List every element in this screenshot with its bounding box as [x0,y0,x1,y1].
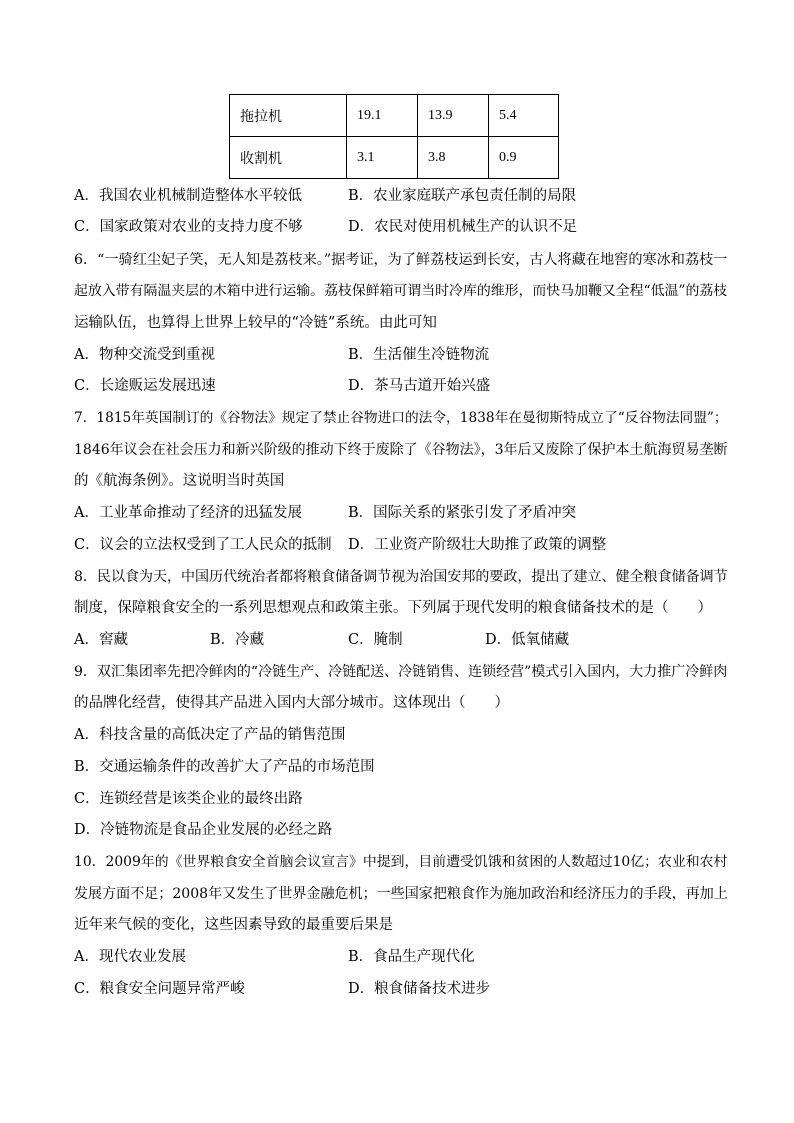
q6-option-a[interactable]: A．物种交流受到重视 [74,347,215,363]
q6-option-b[interactable]: B．生活催生冷链物流 [348,347,490,363]
q6-stem-line: 起放入带有隔温夹层的木箱中进行运输。荔枝保鲜箱可谓当时冷库的维形，而快马加鞭又全程“低温”的荔枝 [74,283,728,299]
q8-option-c[interactable]: C．腌制 [348,632,403,648]
q8-option-b[interactable]: B．冷藏 [210,632,265,648]
q7-option-c[interactable]: C．议会的立法权受到了工人民众的抵制 [74,537,332,553]
data-table [229,94,559,179]
q10-option-c[interactable]: C．粮食安全问题异常严峻 [74,981,245,997]
q6-option-c[interactable]: C．长途贩运发展迅速 [74,378,216,394]
table-cell: 0.9 [489,137,559,179]
table-cell: 5.4 [489,95,559,137]
q7-stem-line: 的《航海条例》。这说明当时英国 [74,473,285,489]
q8-stem-line: 8．民以食为天，中国历代统治者都将粮食储备调节视为治国安邦的要政，提出了建立、健全粮食储备调节 [74,569,728,585]
q7-option-b[interactable]: B．国际关系的紧张引发了矛盾冲突 [348,505,577,521]
q9-stem-line: 的品牌化经营，使得其产品进入国内大部分城市。这体现出（ ） [74,695,509,711]
q6-stem-line: 运输队伍，也算得上世界上较早的“冷链”系统。由此可知 [74,315,437,331]
q10-stem-line: 发展方面不足；2008年又发生了世界金融危机；一些国家把粮食作为施加政治和经济压力的手段，再加上 [74,886,728,902]
q5-option-a[interactable]: A．我国农业机械制造整体水平较低 [74,188,302,204]
table-row [230,95,559,137]
q10-option-d[interactable]: D．粮食储备技术进步 [348,981,491,997]
table-cell: 19.1 [347,95,418,137]
q7-option-a[interactable]: A．工业革命推动了经济的迅猛发展 [74,505,302,521]
q9-stem-line: 9．双汇集团率先把冷鲜肉的“冷链生产、冷链配送、冷链销售、连锁经营”模式引入国内，大力推广冷鲜肉 [74,664,728,680]
q8-option-a[interactable]: A．窖藏 [74,632,128,648]
q7-stem-line: 7．1815年英国制订的《谷物法》规定了禁止谷物进口的法令，1838年在曼彻斯特成立了“反谷物法同盟”； [74,410,728,426]
table-cell: 收割机 [230,137,347,179]
q7-stem-line: 1846年议会在社会压力和新兴阶级的推动下终于废除了《谷物法》，3年后又废除了保护本土航海贸易垄断 [74,442,728,458]
q6-stem-line: 6．“一骑红尘妃子笑，无人知是荔枝来。”据考证，为了鲜荔枝运到长安，古人将藏在地窖的寒冰和荔枝一 [74,252,728,268]
q6-option-d[interactable]: D．茶马古道开始兴盛 [348,378,491,394]
table-cell: 拖拉机 [230,95,347,137]
q10-stem-line: 10．2009年的《世界粮食安全首脑会议宣言》中提到，目前遭受饥饿和贫困的人数超过10亿；农业和农村 [74,854,728,870]
q8-stem-line: 制度，保障粮食安全的一系列思想观点和政策主张。下列属于现代发明的粮食储备技术的是（ ） [74,600,712,616]
q10-option-b[interactable]: B．食品生产现代化 [348,949,475,965]
q5-option-b[interactable]: B．农业家庭联产承包责任制的局限 [348,188,577,204]
table-cell: 3.1 [347,137,418,179]
q9-option-a[interactable]: A．科技含量的高低决定了产品的销售范围 [74,727,346,743]
table-cell: 3.8 [418,137,489,179]
q8-option-d[interactable]: D．低氧储藏 [485,632,570,648]
q5-option-d[interactable]: D．农民对使用机械生产的认识不足 [348,219,578,235]
table-row [230,137,559,179]
q9-option-d[interactable]: D．冷链物流是食品企业发展的必经之路 [74,822,333,838]
table-cell: 13.9 [418,95,489,137]
q10-option-a[interactable]: A．现代农业发展 [74,949,186,965]
q5-option-c[interactable]: C．国家政策对农业的支持力度不够 [74,219,303,235]
q9-option-c[interactable]: C．连锁经营是该类企业的最终出路 [74,791,303,807]
q10-stem-line: 近年来气候的变化，这些因素导致的最重要后果是 [74,917,393,933]
q7-option-d[interactable]: D．工业资产阶级壮大助推了政策的调整 [348,537,607,553]
q9-option-b[interactable]: B．交通运输条件的改善扩大了产品的市场范围 [74,759,375,775]
